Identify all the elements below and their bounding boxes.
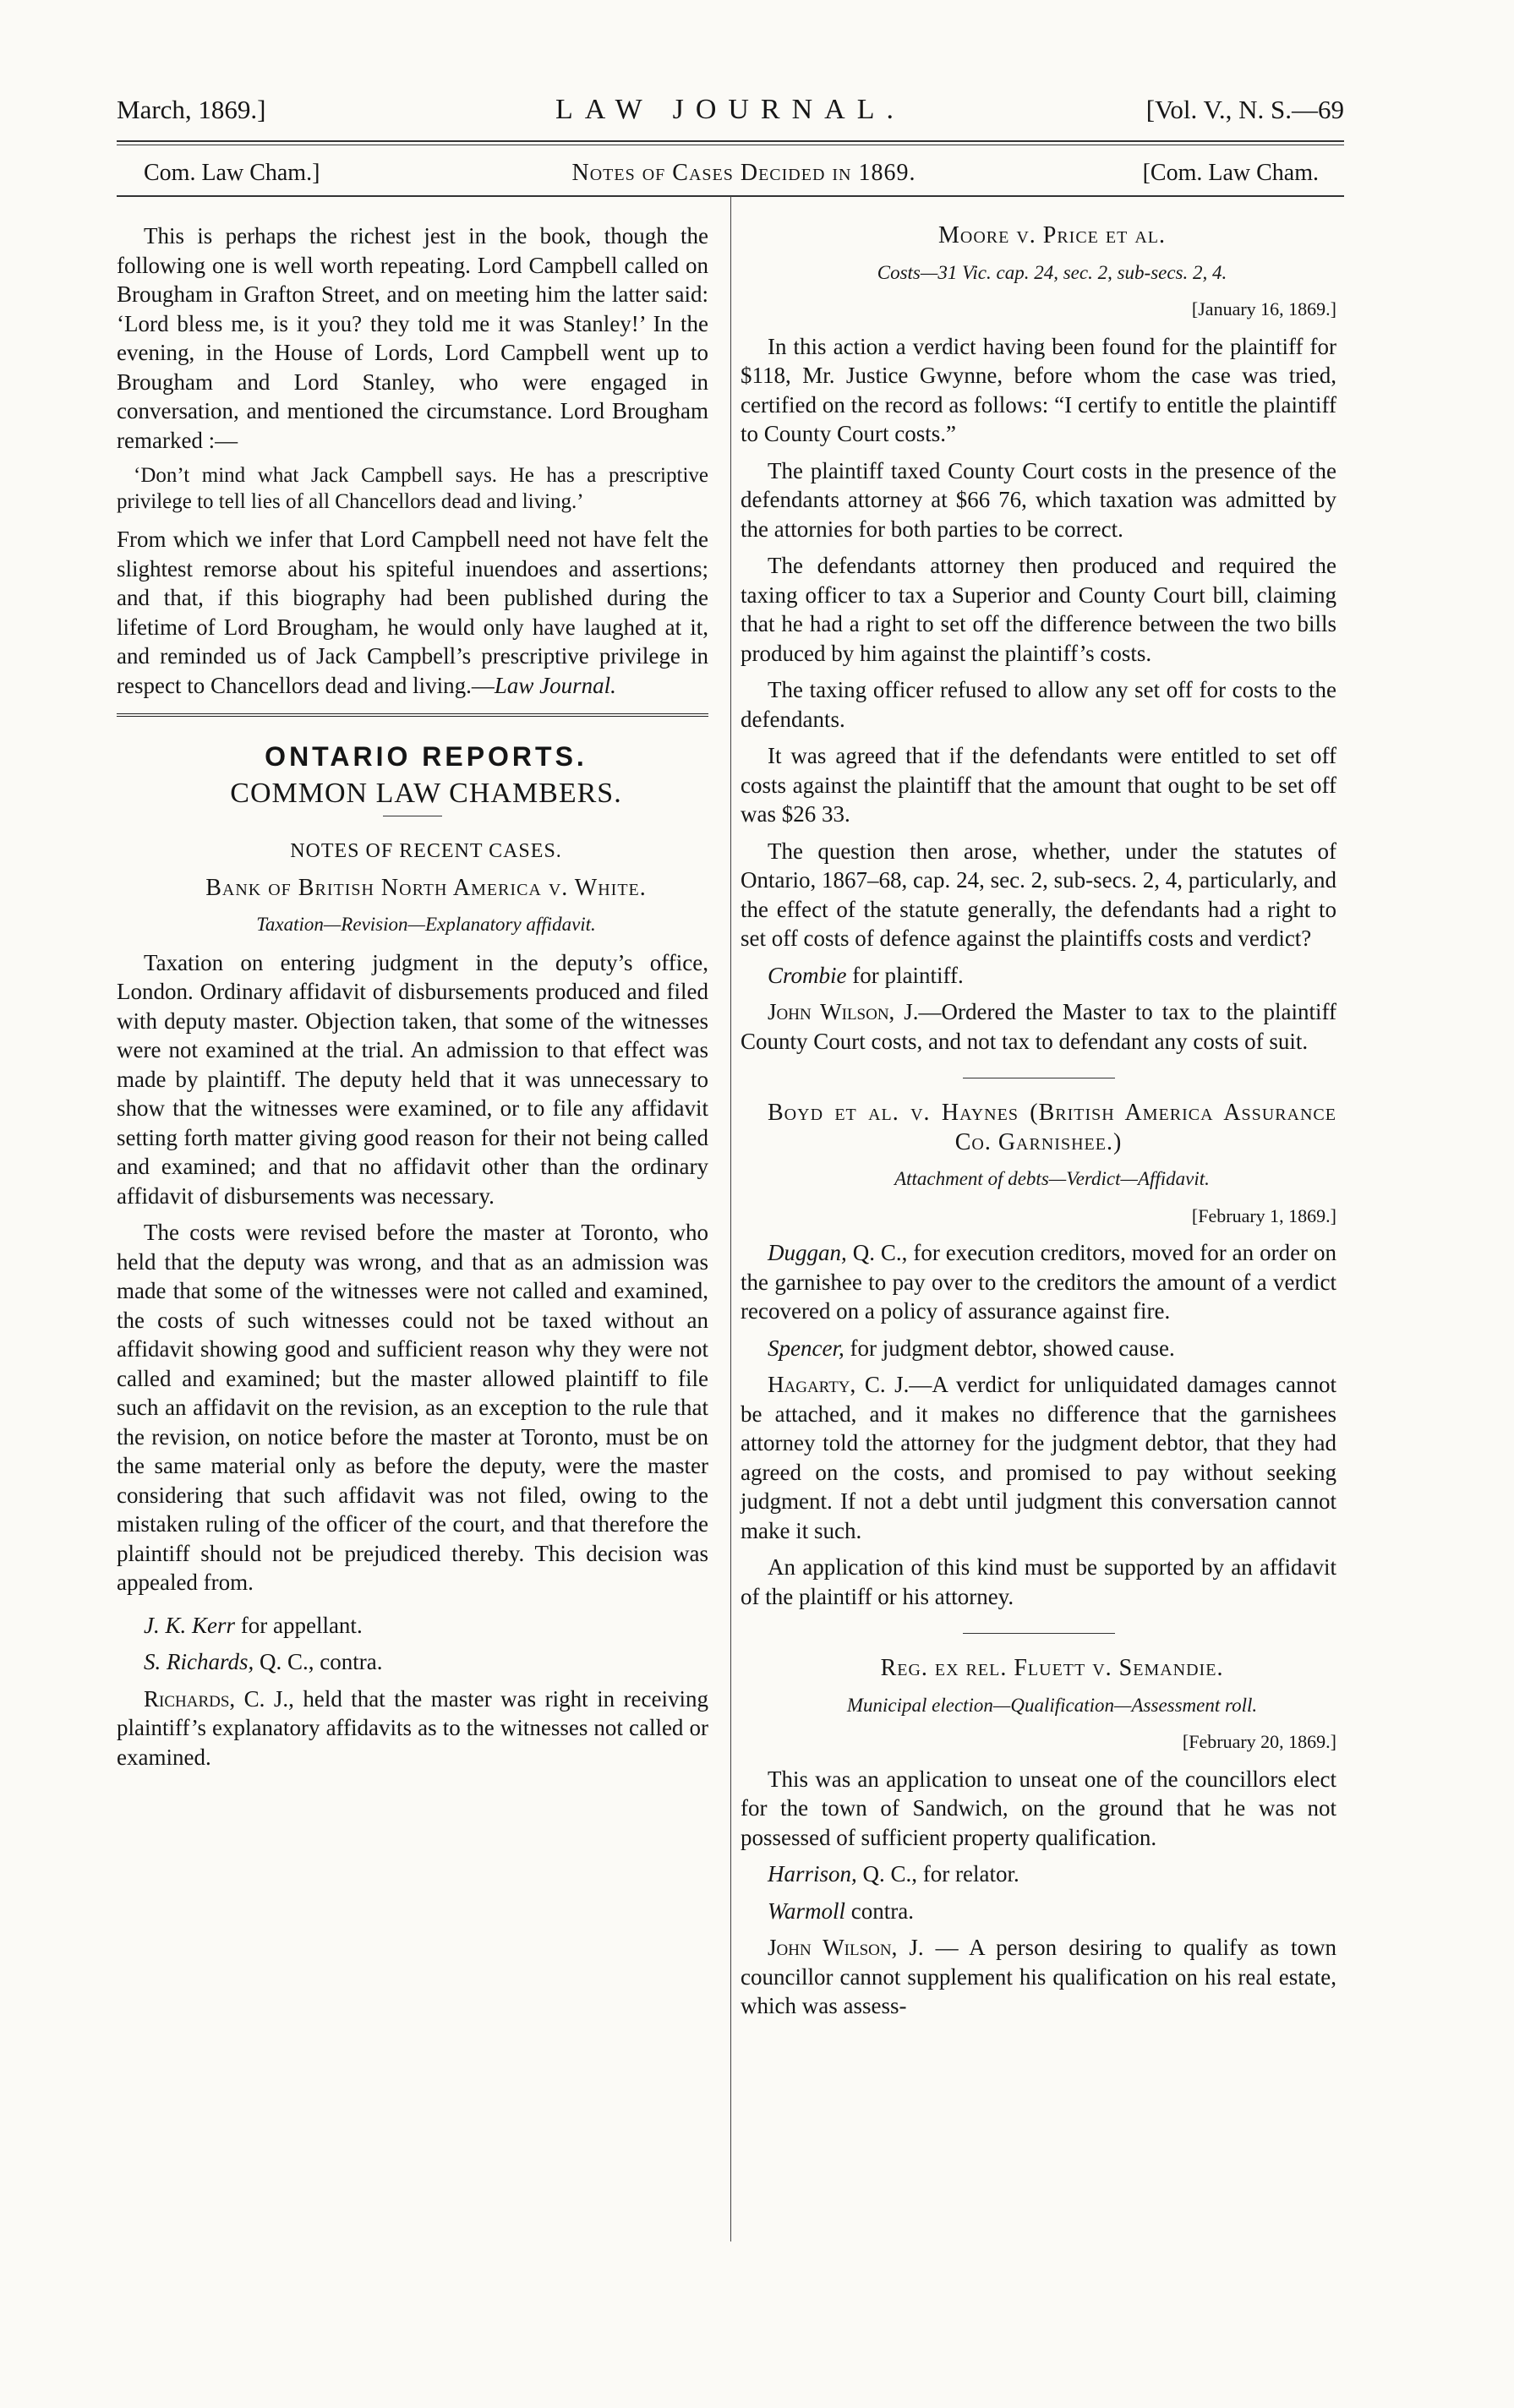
- paragraph: An application of this kind must be supported by an affidavit of the plaintiff or his attorney.: [741, 1554, 1336, 1609]
- running-header: [117, 85, 1344, 135]
- paragraph: [117, 525, 708, 700]
- judgment: [741, 1370, 1336, 1545]
- header-rule: [117, 140, 1344, 142]
- court-heading: COMMON LAW CHAMBERS.: [230, 777, 622, 809]
- section-title: ONTARIO REPORTS.: [265, 741, 588, 772]
- paragraph: The costs were revised before the master at Toronto, who held that the deputy was wrong, and that as an admission was made that some of the witnesses were not called and examined, the costs of such witnesses could not be taxed without an affidavit showing good and sufficient reason why they were not called and examined; but the master allowed plaintiff to file such an affidavit on the revision, as an exception to the rule that the revision, on notice before the master at Toronto, must be on the same material only as before the deputy, were the master considering that such affidavit was not filed, owing to the mistaken ruling of the officer of the court, and that therefore the plaintiff should not be prejudiced thereby. This decision was appealed from.: [117, 1220, 708, 1595]
- section-center: Notes of Cases Decided in 1869.: [571, 160, 916, 186]
- counsel-line: [741, 961, 1336, 991]
- left-column: [117, 221, 708, 1779]
- case-date: [February 20, 1869.]: [1182, 1731, 1336, 1752]
- section-header: [144, 154, 1344, 193]
- judgment-text: —A verdict for unliquidated damages cannot be attached, and it makes no difference that the garnishees attorney told the attorney for the judgment debtor, that they had agreed on the costs, and promised to pay without seeking judgment. If not a debt until judgment this conversation cannot make it such.: [741, 1372, 1336, 1543]
- counsel-line: [741, 1897, 1336, 1926]
- judgment-text: —Ordered the Master to tax to the plaintiff County Court costs, and not tax to defendant any costs of suit.: [741, 999, 1336, 1054]
- judge-name: John Wilson, J.: [768, 1935, 924, 1960]
- case-title: Boyd et al. v. Haynes (British America Assurance Co. Garnishee.): [768, 1100, 1336, 1155]
- quotation: ‘Don’t mind what Jack Campbell says. He has a prescriptive privilege to tell lies of all Chancellors dead and living.’: [117, 464, 708, 513]
- case-title: Moore v. Price et al.: [937, 222, 1166, 248]
- counsel-line: [117, 1647, 708, 1677]
- counsel-role: Q. C., contra.: [254, 1649, 383, 1674]
- paragraph: The plaintiff taxed County Court costs in the presence of the defendants attorney at $66 76, which taxation was admitted by the attornies for both parties to be correct.: [741, 457, 1336, 542]
- paragraph: [741, 1238, 1336, 1326]
- counsel-line: [117, 1611, 708, 1641]
- journal-title: LAW JOURNAL.: [555, 94, 905, 125]
- counsel-name: Harrison,: [768, 1861, 857, 1887]
- judgment: [117, 1685, 708, 1772]
- judge-name: Richards, C. J.,: [144, 1685, 294, 1712]
- volume-number: [Vol. V., N. S.—69: [1145, 95, 1344, 124]
- counsel-name: Spencer,: [768, 1335, 844, 1361]
- paragraph: This was an application to unseat one of the councillors elect for the town of Sandwich, on the ground that he was not possessed of sufficient property qualification.: [741, 1766, 1336, 1850]
- judge-name: John Wilson, J.: [768, 999, 919, 1024]
- case-date: [February 1, 1869.]: [1191, 1204, 1336, 1226]
- paragraph: The defendants attorney then produced and required the taxing officer to tax a Superior and County Court bill, claiming that he had a right to set off the difference between the two bills produced by him against the plaintiff’s costs.: [741, 553, 1336, 666]
- case-title: Bank of British North America v. White.: [205, 874, 647, 901]
- counsel-name: S. Richards,: [144, 1649, 254, 1674]
- paragraph: The taxing officer refused to allow any set off for costs to the defendants.: [741, 677, 1336, 732]
- paragraph-text: Q. C., for execution creditors, moved for an order on the garnishee to pay over to the creditors the amount of a verdict recovered on a policy of assurance against fire.: [741, 1240, 1336, 1324]
- case-title: Reg. ex rel. Fluett v. Semandie.: [880, 1655, 1224, 1681]
- counsel-name: Crombie: [768, 962, 847, 988]
- judgment-text: held that the master was right in receiving plaintiff’s explanatory affidavits as to the witnesses not called or examined.: [117, 1685, 708, 1770]
- counsel-role: Q. C., for relator.: [856, 1861, 1019, 1887]
- section-separator: [117, 713, 708, 717]
- case-divider: [963, 1633, 1115, 1634]
- paragraph-text: From which we infer that Lord Campbell need not have felt the slightest remorse about his spiteful inuendoes and assertions; and that, if this biography had been published during the lifetime of Lord Brougham, he would only have laughed at it, and reminded us of Jack Campbell’s prescriptive privilege in respect to Chancellors dead and living.—: [117, 527, 708, 698]
- header-date: March, 1869.]: [117, 95, 266, 124]
- notes-heading: NOTES OF RECENT CASES.: [290, 840, 562, 862]
- section-left: Com. Law Cham.]: [144, 160, 320, 186]
- case-subject: Attachment of debts—Verdict—Affidavit.: [894, 1168, 1210, 1189]
- paragraph: It was agreed that if the defendants were entitled to set off costs against the plaintiff that the amount that ought to be set off was $26 33.: [741, 743, 1336, 827]
- counsel-name: Warmoll: [768, 1897, 846, 1924]
- counsel-role: contra.: [845, 1897, 914, 1924]
- paragraph: [741, 1334, 1336, 1363]
- right-column: [741, 221, 1336, 2029]
- case-subject: Taxation—Revision—Explanatory affidavit.: [256, 914, 596, 935]
- counsel-name: Duggan,: [768, 1240, 847, 1265]
- case-subject: Costs—31 Vic. cap. 24, sec. 2, sub-secs. 2, 4.: [877, 261, 1227, 283]
- judgment-text: — A person desiring to qualify as town councillor cannot supplement his qualification on his real estate, which was assess-: [741, 1935, 1336, 2018]
- paragraph-text: for judgment debtor, showed cause.: [844, 1335, 1175, 1361]
- paragraph: The question then arose, whether, under the statutes of Ontario, 1867–68, cap. 24, sec. 2, sub-secs. 2, 4, particularly, and the effect of the statute generally, the defendants had a right to set off costs of defence against the plaintiffs costs and verdict?: [741, 838, 1336, 951]
- counsel-line: [741, 1859, 1336, 1889]
- judge-name: Hagarty, C. J.: [768, 1372, 910, 1397]
- counsel-name: J. K. Kerr: [144, 1612, 235, 1638]
- paragraph: Taxation on entering judgment in the deputy’s office, London. Ordinary affidavit of disbursements produced and filed with deputy master. Objection taken, that some of the witnesses were not examined at the trial. An admission to that effect was made by plaintiff. The deputy held that it was unnecessary to show that the witnesses were examined, or to file any affidavit setting forth matter giving good reason for their not being called and examined; and that no affidavit other than the ordinary affidavit of disbursements was necessary.: [117, 949, 708, 1209]
- case-subject: Municipal election—Qualification—Assessment roll.: [846, 1694, 1258, 1716]
- case-date: [January 16, 1869.]: [1191, 298, 1336, 319]
- judgment: [741, 997, 1336, 1056]
- section-right: [Com. Law Cham.: [1142, 160, 1319, 186]
- paragraph: In this action a verdict having been found for the plaintiff for $118, Mr. Justice Gwynne, before whom the case was tried, certified on the record as follows: “I certify to entitle the plaintiff to County Court costs.”: [741, 333, 1336, 446]
- counsel-role: for appellant.: [235, 1612, 363, 1638]
- column-divider: [730, 196, 731, 2241]
- paragraph: This is perhaps the richest jest in the book, though the following one is well worth repeating. Lord Campbell called on Brougham in Grafton Street, and on meeting him the latter said: ‘Lord bless me, is it you? they told me it was Stanley!’ In the evening, in the House of Lords, Lord Campbell went up to Brougham and Lord Stanley, who were engaged in conversation, and mentioned the circumstance. Lord Brougham remarked :—: [117, 223, 708, 453]
- judgment: [741, 1933, 1336, 2021]
- counsel-role: for plaintiff.: [846, 962, 964, 988]
- source-citation: Law Journal.: [494, 672, 616, 698]
